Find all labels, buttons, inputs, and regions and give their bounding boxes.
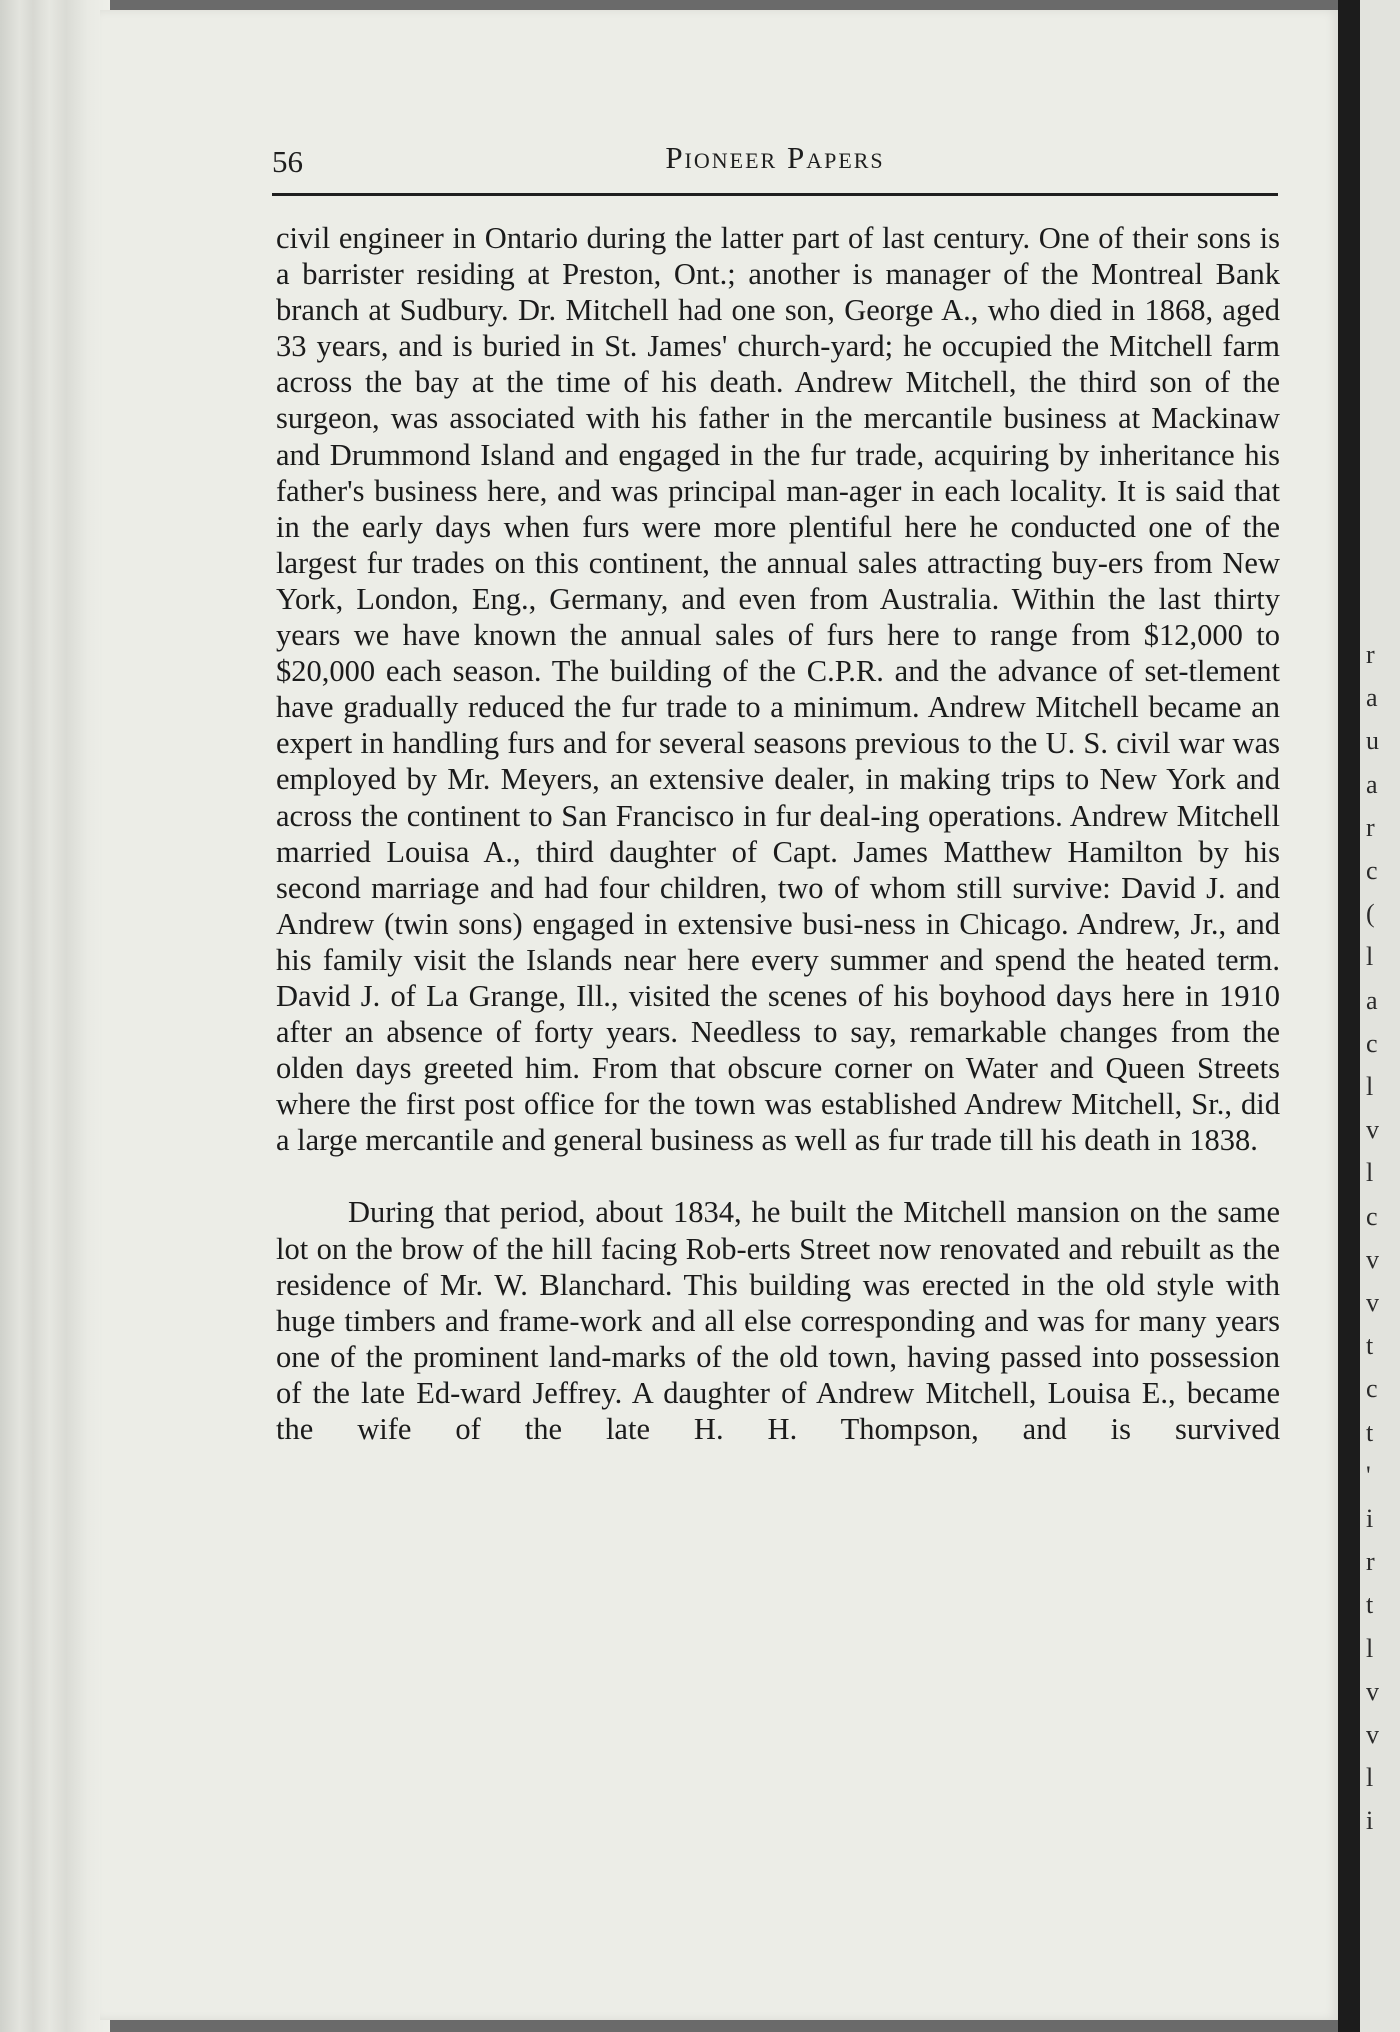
facing-page-fragment: r xyxy=(1366,640,1375,669)
running-head: Pioneer Papers xyxy=(665,140,885,175)
facing-page-fragment: i xyxy=(1366,1806,1374,1836)
page-number: 56 xyxy=(272,144,303,179)
facing-page-fragment: r xyxy=(1366,812,1375,842)
facing-page-fragment: u xyxy=(1366,726,1379,756)
facing-page-fragment: a xyxy=(1366,769,1378,799)
facing-page-fragment: l xyxy=(1366,1072,1374,1101)
facing-page-fragment: v xyxy=(1366,1720,1379,1749)
facing-page-fragment: a xyxy=(1366,985,1378,1015)
facing-page-fragment: r xyxy=(1366,1547,1375,1577)
facing-page-fragment: t xyxy=(1366,1590,1374,1620)
facing-page-fragment: a xyxy=(1366,683,1378,713)
header-rule xyxy=(272,193,1278,196)
paragraph: civil engineer in Ontario during the latter part of last century. One of their sons is a barrister residing at Preston, Ont.; another is manager of the Montreal Bank branch at Sudbury. Dr. Mitchell had one son, George A., who died in 1868, aged 33 years, and is buried in St. James' church-yard; he occupied the Mitchell farm across the bay at the time of his death. Andrew Mitchell, the third son of the surgeon, was associated with his father in the mercantile business at Mackinaw and Drummond Island and engaged in the fur trade, acquiring by inheritance his father's business here, and was principal man-ager in each locality. It is said that in the early days when furs were more plentiful here he conducted one of the largest fur trades on this continent, the annual sales attracting buy-ers from New York, London, Eng., Germany, and even from Australia. Within the last thirty years we have known the annual sales of furs here to range from $12,000 to $20,000 each season. The building of the C.P.R. and the advance of set-tlement have gradually reduced the fur trade to a minimum. Andrew Mitchell became an expert in handling furs and for several seasons previous to the U. S. civil war was employed by Mr. Meyers, an extensive dealer, in making trips to New York and across the continent to San Francisco in fur deal-ing operations. Andrew Mitchell married Louisa A., third daughter of Capt. James Matthew Hamilton by his second marriage and had four children, two of whom still survive: David J. and Andrew (twin sons) engaged in extensive busi-ness in Chicago. Andrew, Jr., and his family visit the Islands near here every summer and spend the heated term. David J. of La Grange, Ill., visited the scenes of his boyhood days here in 1910 after an absence of forty years. Needless to say, remarkable changes from the olden days greeted him. From that obscure corner on Water and Queen Streets where the first post office for the town was established Andrew Mitchell, Sr., did a large mercantile and general business as well as fur trade till his death in 1838. xyxy=(276,221,1280,1158)
page-header xyxy=(272,138,1278,188)
book-gutter-shadow xyxy=(1338,0,1360,2032)
facing-page-fragment: c xyxy=(1366,1374,1378,1404)
facing-page-fragment: v xyxy=(1366,1288,1379,1317)
facing-page-fragment: c xyxy=(1366,1201,1378,1231)
facing-page-fragment: l xyxy=(1366,1763,1374,1793)
facing-page-fragment: l xyxy=(1366,1633,1374,1663)
facing-page-fragment: i xyxy=(1366,1504,1374,1533)
facing-page-fragment: c xyxy=(1366,1028,1378,1058)
facing-page-fragment: c xyxy=(1366,856,1378,885)
facing-page-fragment: ( xyxy=(1366,899,1375,929)
facing-page-fragment: t xyxy=(1366,1331,1374,1361)
paragraph: During that period, about 1834, he built the Mitchell mansion on the same lot on the brow of the hill facing Rob-erts Street now renovated and rebuilt as the residence of Mr. W. Blanchard. This building was erected in the old style with huge timbers and frame-work and all else corresponding and was for many years one of the prominent land-marks of the old town, having passed into possession of the late Ed-ward Jeffrey. A daughter of Andrew Mitchell, Louisa E., became the wife of the late H. H. Thompson, and is survived xyxy=(276,1195,1280,1446)
page-body xyxy=(276,220,1280,1447)
facing-page-fragment: l xyxy=(1366,942,1374,972)
facing-page-fragment: v xyxy=(1366,1244,1379,1274)
facing-page-fragment: t xyxy=(1366,1417,1374,1447)
facing-page-fragment: v xyxy=(1366,1676,1379,1706)
facing-page-sliver xyxy=(1360,0,1400,2032)
left-page-stack-edge xyxy=(0,0,110,2032)
facing-page-fragment: l xyxy=(1366,1158,1374,1188)
facing-page-fragment: ' xyxy=(1366,1460,1371,1490)
facing-page-fragment: v xyxy=(1366,1115,1379,1145)
